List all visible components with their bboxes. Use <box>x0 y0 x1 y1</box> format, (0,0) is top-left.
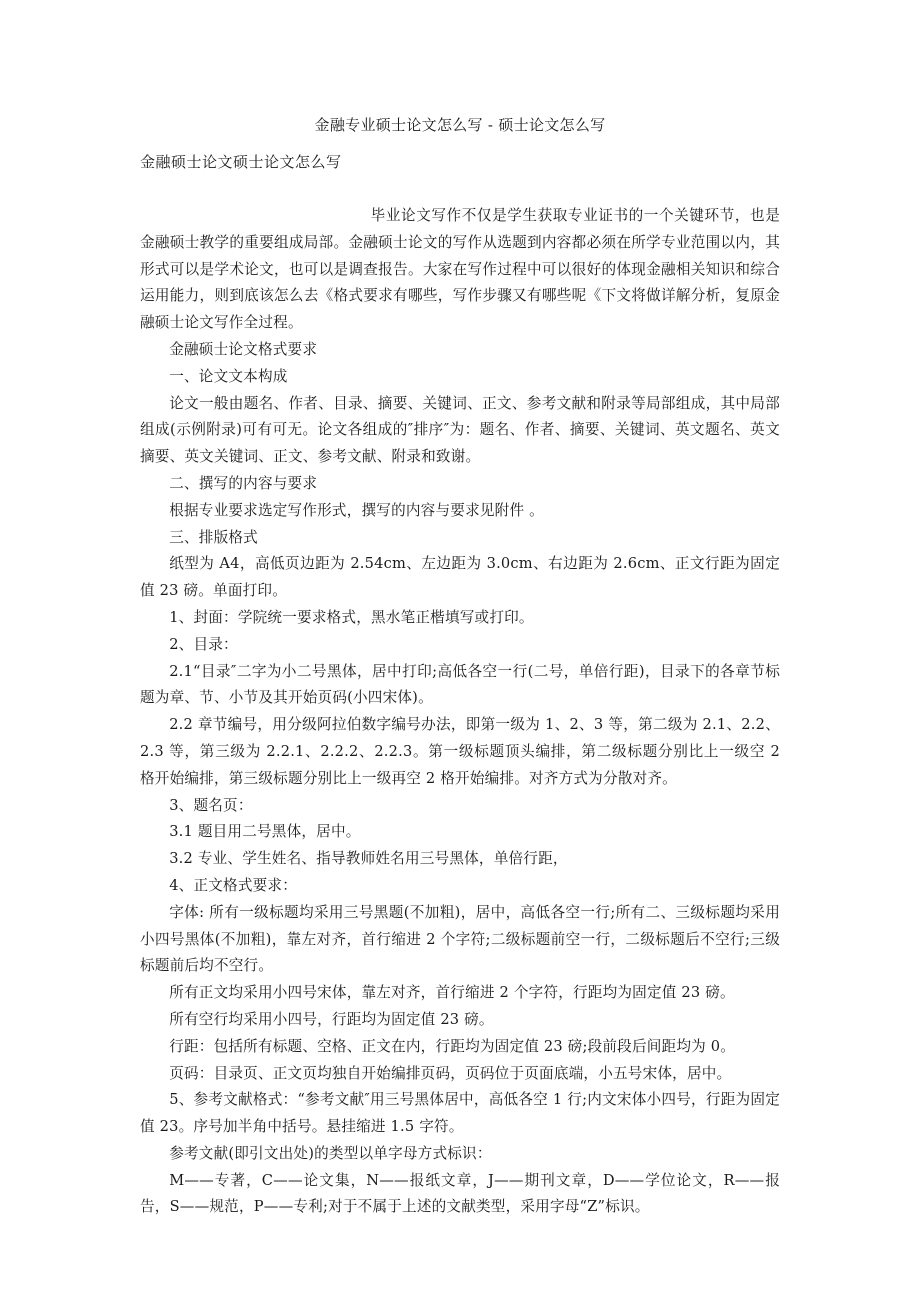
paragraph: 根据专业要求选定写作形式，撰写的内容与要求见附件 。 <box>169 501 544 519</box>
paragraph: M——专著，C——论文集，N——报纸文章，J——期刊文章，D——学位论文，R——报告，S——规范，P——专利;对于不属于上述的文献类型，采用字母“Z”标识。 <box>140 1171 780 1216</box>
paragraph: 所有正文均采用小四号宋体，靠左对齐，首行缩进 2 个字符，行距均为固定值 23 磅。 <box>169 984 735 1002</box>
paragraph: 2.2 章节编号，用分级阿拉伯数字编号办法，即第一级为 1、2、3 等，第二级为 2.1、2.2、2.3 等，第三级为 2.2.1、2.2.2、2.2.3。第一级标题顶头编排，第二级标题分别比上一级空 2 格开始编排，第三级标题分别比上一级再空 2 格开始编排。对齐方式为分散对齐。 <box>140 716 780 787</box>
paragraph: 纸型为 A4，高低页边距为 2.54cm、左边距为 3.0cm、右边距为 2.6cm、正文行距为固定值 23 磅。单面打印。 <box>140 555 780 600</box>
paragraph: 2、目录： <box>169 635 238 653</box>
paragraph: 3.1 题目用二号黑体，居中。 <box>169 823 361 841</box>
paragraph: 参考文献(即引文出处)的类型以单字母方式标识： <box>169 1144 492 1162</box>
section-heading-1: 一、论文文本构成 <box>169 367 288 385</box>
document-subtitle: 金融硕士论文硕士论文怎么写 <box>140 153 342 171</box>
paragraph: 3、题名页： <box>169 796 253 814</box>
paragraph: 行距：包括所有标题、空格、正文在内，行距均为固定值 23 磅;段前段后间距均为 0。 <box>169 1037 736 1055</box>
section-heading-format: 金融硕士论文格式要求 <box>169 340 318 358</box>
paragraph: 论文一般由题名、作者、目录、摘要、关键词、正文、参考文献和附录等局部组成，其中局部组成(示例附录)可有可无。论文各组成的″排序″为：题名、作者、摘要、关键词、英文题名、英文摘要、英文关键词、正文、参考文献、附录和致谢。 <box>140 394 780 466</box>
document-title: 金融专业硕士论文怎么写 - 硕士论文怎么写 <box>314 116 606 134</box>
document-body <box>140 203 780 1221</box>
section-heading-2: 二、撰写的内容与要求 <box>169 474 318 492</box>
paragraph: 3.2 专业、学生姓名、指导教师姓名用三号黑体，单倍行距， <box>169 850 568 868</box>
paragraph: 5、参考文献格式：“参考文献″用三号黑体居中，高低各空 1 行;内文宋体小四号，行距为固定值 23。序号加半角中括号。悬挂缩进 1.5 字符。 <box>140 1091 780 1136</box>
intro-paragraph: 毕业论文写作不仅是学生获取专业证书的一个关键环节，也是金融硕士教学的重要组成局部。金融硕士论文的写作从选题到内容都必须在所学专业范围以内，其形式可以是学术论文，也可以是调查报告。大家在写作过程中可以很好的体现金融相关知识和综合运用能力，则到底该怎么去《格式要求有哪些，写作步骤又有哪些呢《下文将做详解分析，复原金融硕士论文写作全过程。 <box>140 207 780 332</box>
section-heading-3: 三、排版格式 <box>169 528 258 546</box>
paragraph: 2.1“目录″二字为小二号黑体，居中打印;高低各空一行(二号，单倍行距)，目录下的各章节标题为章、节、小节及其开始页码(小四宋体)。 <box>140 662 780 707</box>
paragraph: 页码：目录页、正文页均独自开始编排页码，页码位于页面底端，小五号宋体，居中。 <box>169 1064 732 1082</box>
paragraph: 1、封面：学院统一要求格式，黑水笔正楷填写或打印。 <box>169 608 534 626</box>
paragraph: 4、正文格式要求： <box>169 876 298 894</box>
paragraph: 所有空行均采用小四号，行距均为固定值 23 磅。 <box>169 1010 494 1028</box>
paragraph: 字体: 所有一级标题均采用三号黑题(不加粗)，居中，高低各空一行;所有二、三级标题均采用小四号黑体(不加粗)，靠左对齐，首行缩进 2 个字符;二级标题前空一行，二级标题后不空行;三级标题前后均不空行。 <box>140 903 780 975</box>
